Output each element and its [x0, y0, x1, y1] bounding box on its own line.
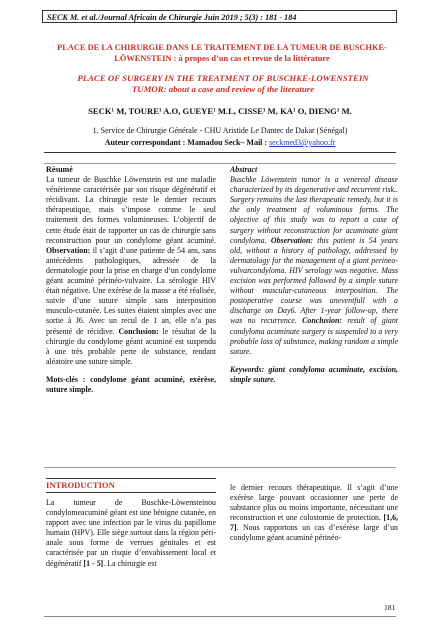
abstract-heading: Abstract [230, 165, 258, 174]
resume-paragraph [46, 175, 216, 367]
introduction-text-left-end: . La chirurgie est [103, 558, 157, 568]
divider-abstract [44, 163, 396, 164]
introduction-text-right-end: . Nous rapportons un cas d’exérèse large d’un condylome géant acuminé périnéo- [230, 523, 398, 543]
page-number: 181 [384, 603, 396, 612]
corresponding-label: Auteur correspondant : Mamadou Seck– Mail : [104, 138, 268, 147]
introduction-left-column [46, 498, 216, 569]
introduction-reference-right: [1,6, 7] [230, 513, 398, 533]
running-head: SECK M. et al./Journal Africain de Chirurgie Juin 2019 ; 5(3) : 181 - 184 [42, 10, 397, 23]
introduction-text-right: le dernier recours thérapeutique. Il s’agit d’une exérèse large pouvant occasionner une perte de substance plus ou moins importante, nécessitant une reconstruction et une colostomie de protection. [230, 483, 398, 523]
introduction-right-column [230, 483, 398, 544]
resume-heading: Résumé [46, 165, 73, 174]
resume-keywords-label: Mots-clés : [46, 374, 86, 384]
abstract-observation-label: Observation: [270, 235, 313, 245]
resume-conclusion-label: Conclusion: [118, 326, 159, 336]
introduction-text-left: La tumeur de Buschke-Löwensteinou condylomeacuminé géant est une bénigne cutanée, en rapport avec une infection par le virus du papillome humain (HPV). Elle siège surtout dans la région péri-anale sous forme de verrues génitales et est caractérisée par un risque d’envahissement local et dégénératif [46, 498, 216, 568]
resume-column [46, 165, 216, 395]
author-list: SECK¹ M, TOURE¹ A.O, GUEYE¹ M.L, CISSE¹ M, KA¹ O, DIENG¹ M. [88, 106, 352, 116]
corresponding-email-link[interactable]: seckmed3@yahoo.fr [269, 138, 336, 147]
abstract-conclusion-text: result of giant condyloma acuminate surgery is suspended to a very probable loss of substance, making random a simple suture. [230, 316, 398, 356]
divider-body [44, 467, 396, 468]
abstract-keywords-label: Keywords: [230, 364, 265, 374]
introduction-heading: INTRODUCTION [46, 478, 216, 493]
abstract-keywords [230, 365, 398, 385]
abstract-column [230, 165, 398, 385]
introduction-reference-left: [1 - 5] [83, 558, 104, 568]
resume-observation-label: Observation: [46, 245, 91, 255]
abstract-conclusion-label: Conclusion: [302, 316, 343, 326]
abstract-paragraph [230, 175, 398, 357]
divider-bottom [44, 616, 396, 617]
resume-observation-text: il s’agit d’une patiente de 54 ans, sans antécédents pathologiques, adressée de la dermatologie pour la prise en charge d’un condylome géant acuminé périnéo-vulvaire. La sérologie HIV était négative. Une exérèse de la masse a été réalisée, suivie d’une suture simple sans interposition musculo-cutanée. Les suites étaient simples avec une sortie à J6. Avec un recul de 1 an, elle n’a pas présenté de récidive. [46, 245, 216, 336]
abstract-intro-text: Buschke Löwenstein tumor is a venereal disease characterized by its degenerative and recurrent risk.. Surgery remains the last therapeutic remedy, but it is the only treatment of voluminous forms. The objective of this study was to report a case of surgery without reconstruction for acuminate giant condyloma. [230, 175, 398, 245]
abstract-keywords-text: giant condyloma acuminate, excision, simple suture. [230, 364, 398, 384]
divider-top [44, 152, 396, 153]
title-french: PLACE DE LA CHIRURGIE DANS LE TRAITEMENT DE LA TUMEUR DE BUSCHKE-LÖWENSTEIN : à propos d’un cas et revue de la littérature [57, 43, 387, 63]
resume-intro-text: La tumeur de Buschke Löwenstein est une maladie vénérienne caractérisée par son risque dégénératif et récidivant. La chirurgie reste le dernier recours thérapeutique, mais s’impose comme le seul traitement des formes volumineuses. L’objectif de cette étude était de rapporter un cas de chirurgie sans reconstruction pour un condylome géant acuminé. [46, 175, 216, 245]
resume-keywords [46, 375, 216, 395]
abstract-observation-text: this patient is 54 years old, without a history of pathology, addressed by dermatology for the management of a giant perineo-vulvarcondyloma. HIV serology was negative. Mass excision was performed followed by a simple suture without muscular-cutaneous interposition. The postoperative course was uneventfull with a discharge on Day6. After 1-year follow-up, there was no recurrence. [230, 235, 398, 326]
corresponding-author [40, 138, 400, 147]
resume-keywords-text: condylome géant acuminé, exérèse, suture simple. [46, 374, 216, 394]
resume-conclusion-text: le résultat de la chirurgie du condylome géant acuminé est suspendu à une très probable perte de substance, rendant aléatoire une suture simple. [46, 326, 216, 366]
title-english: PLACE OF SURGERY IN THE TREATMENT OF BUSCHKE-LOWENSTEIN TUMOR: about a case and review of the literature [77, 73, 369, 94]
affiliation: 1. Service de Chirurgie Générale - CHU Aristide Le Dantec de Dakar (Sénégal) [92, 126, 348, 135]
